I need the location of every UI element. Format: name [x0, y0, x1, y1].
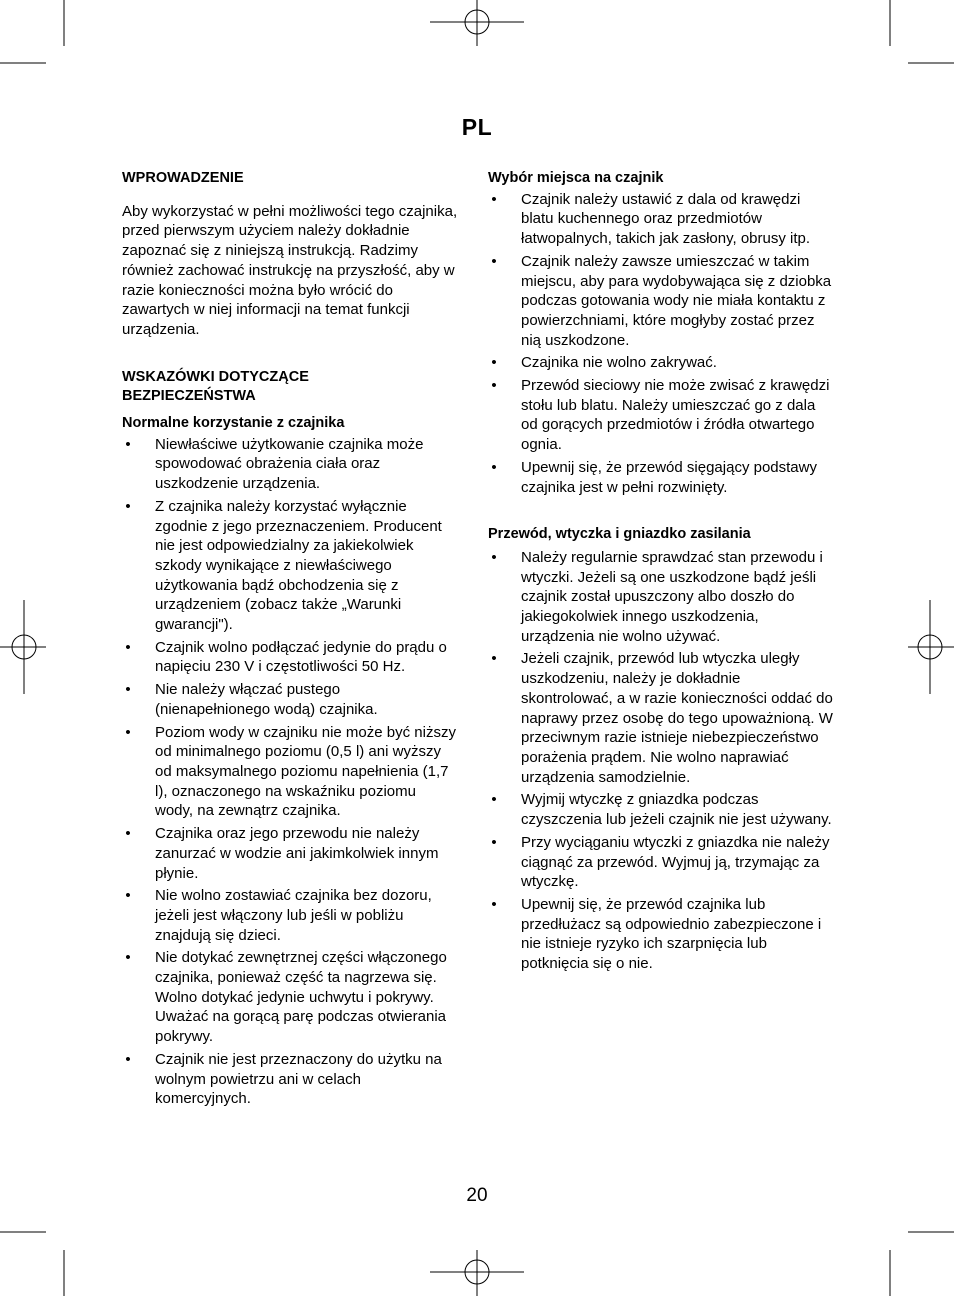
safety-heading-line2: BEZPIECZEŃSTWA	[122, 388, 256, 405]
list-item: • Wyjmij wtyczkę z gniazdka podczas czyszczenia lub jeżeli czajnik nie jest używany.	[488, 790, 834, 829]
list-item: • Czajnik wolno podłączać jedynie do prądu o napięciu 230 V i częstotliwości 50 Hz.	[122, 638, 458, 677]
list-item: • Czajnik nie jest przeznaczony do użytku na wolnym powietrzu ani w celach komercyjnych.	[122, 1050, 458, 1109]
bullet-icon: •	[491, 190, 497, 208]
bullet-icon: •	[125, 681, 131, 699]
normal-use-subheading: Normalne korzystanie z czajnika	[122, 415, 345, 432]
bullet-icon: •	[125, 723, 131, 741]
bullet-icon: •	[491, 833, 497, 851]
bullet-icon: •	[491, 791, 497, 809]
list-item: • Upewnij się, że przewód czajnika lub przedłużacz są odpowiednio zabezpieczone i nie istnieje ryzyko ich szarpnięcia lub potknięcia się o nie.	[488, 895, 834, 974]
list-item: • Czajnik należy zawsze umieszczać w takim miejscu, aby para wydobywająca się z dziobka podczas gotowania wody nie miała kontaktu z powierzchniami, które mogłyby zostać przez nią uszkodzone.	[488, 252, 834, 351]
list-item: • Jeżeli czajnik, przewód lub wtyczka uległy uszkodzeniu, należy je dokładnie skontrolować, a w razie konieczności oddać do naprawy przez osobę do tego upoważnioną. W przeciwnym razie istnieje niebezpieczeństwo porażenia prądem. Nie wolno naprawiać urządzenia samodzielnie.	[488, 649, 834, 787]
bullet-icon: •	[125, 1050, 131, 1068]
placement-list	[488, 190, 834, 498]
language-code: PL	[461, 114, 493, 140]
list-item: • Z czajnika należy korzystać wyłącznie zgodnie z jego przeznaczeniem. Producent nie jest odpowiedzialny za jakiekolwiek szkody wynikające z niewłaściwego użytkowania bądź obchodzenia się z urządzeniem (zobacz także „Warunki gwarancji").	[122, 497, 458, 635]
list-item: • Przewód sieciowy nie może zwisać z krawędzi stołu lub blatu. Należy umieszczać go z dala od gorących przedmiotów i źródła otwartego ognia.	[488, 376, 834, 455]
intro-text: Aby wykorzystać w pełni możliwości tego czajnika, przed pierwszym użyciem należy dokładnie zapoznać się z niniejszą instrukcją. Radzimy również zachować instrukcję na przyszłość, aby w razie konieczności można było wrócić do zawartych w niej informacji na temat funkcji urządzenia.	[122, 202, 458, 338]
page-number: 20	[466, 1185, 488, 1206]
list-item: • Czajnika nie wolno zakrywać.	[488, 353, 834, 373]
list-item: • Nie dotykać zewnętrznej części włączonego czajnika, ponieważ część ta nagrzewa się. Wolno dotykać jedynie uchwytu i pokrywy. Uważać na gorącą parę podczas otwierania pokrywy.	[122, 948, 458, 1047]
left-column	[122, 169, 458, 1119]
list-item: • Poziom wody w czajniku nie może być niższy od minimalnego poziomu (0,5 l) ani wyższy od maksymalnego poziomu napełnienia (1,7 l), oznaczonego na wskaźniku poziomu wody, na zewnątrz czajnika.	[122, 723, 458, 822]
power-list	[488, 548, 834, 974]
placement-subheading: Wybór miejsca na czajnik	[488, 170, 664, 186]
list-item: • Nie wolno zostawiać czajnika bez dozoru, jeżeli jest włączony lub jeśli w pobliżu znajdują się dzieci.	[122, 886, 458, 945]
list-item: • Czajnika oraz jego przewodu nie należy zanurzać w wodzie ani jakimkolwiek innym płynie.	[122, 824, 458, 883]
bullet-icon: •	[491, 377, 497, 395]
right-column	[488, 169, 834, 984]
list-item: • Niewłaściwe użytkowanie czajnika może spowodować obrażenia ciała oraz uszkodzenie urządzenia.	[122, 435, 458, 494]
bullet-icon: •	[491, 252, 497, 270]
bullet-icon: •	[125, 638, 131, 656]
bullet-icon: •	[125, 435, 131, 453]
list-item: • Należy regularnie sprawdzać stan przewodu i wtyczki. Jeżeli są one uszkodzone bądź jeśli czajnik został upuszczony albo doszło do jakiegokolwiek innego uszkodzenia, urządzenia nie wolno używać.	[488, 548, 834, 647]
list-item: • Przy wyciąganiu wtyczki z gniazdka nie należy ciągnąć za przewód. Wyjmuj ją, trzymając za wtyczkę.	[488, 833, 834, 892]
safety-list	[122, 435, 458, 1109]
list-item: • Czajnik należy ustawić z dala od krawędzi blatu kuchennego oraz przedmiotów łatwopalnych, takich jak zasłony, obrusy itp.	[488, 190, 834, 249]
power-subheading: Przewód, wtyczka i gniazdko zasilania	[488, 526, 751, 543]
bullet-icon: •	[491, 650, 497, 668]
list-item: • Nie należy włączać pustego (nienapełnionego wodą) czajnika.	[122, 680, 458, 719]
bullet-icon: •	[125, 949, 131, 967]
safety-heading-line1: WSKAZÓWKI DOTYCZĄCE	[122, 368, 309, 385]
list-item: • Upewnij się, że przewód sięgający podstawy czajnika jest w pełni rozwinięty.	[488, 458, 834, 497]
bullet-icon: •	[491, 895, 497, 913]
intro-heading: WPROWADZENIE	[122, 170, 244, 186]
bullet-icon: •	[491, 354, 497, 372]
bullet-icon: •	[491, 458, 497, 476]
bullet-icon: •	[491, 548, 497, 566]
safety-heading	[122, 368, 458, 407]
bullet-icon: •	[125, 887, 131, 905]
bullet-icon: •	[125, 825, 131, 843]
bullet-icon: •	[125, 497, 131, 515]
